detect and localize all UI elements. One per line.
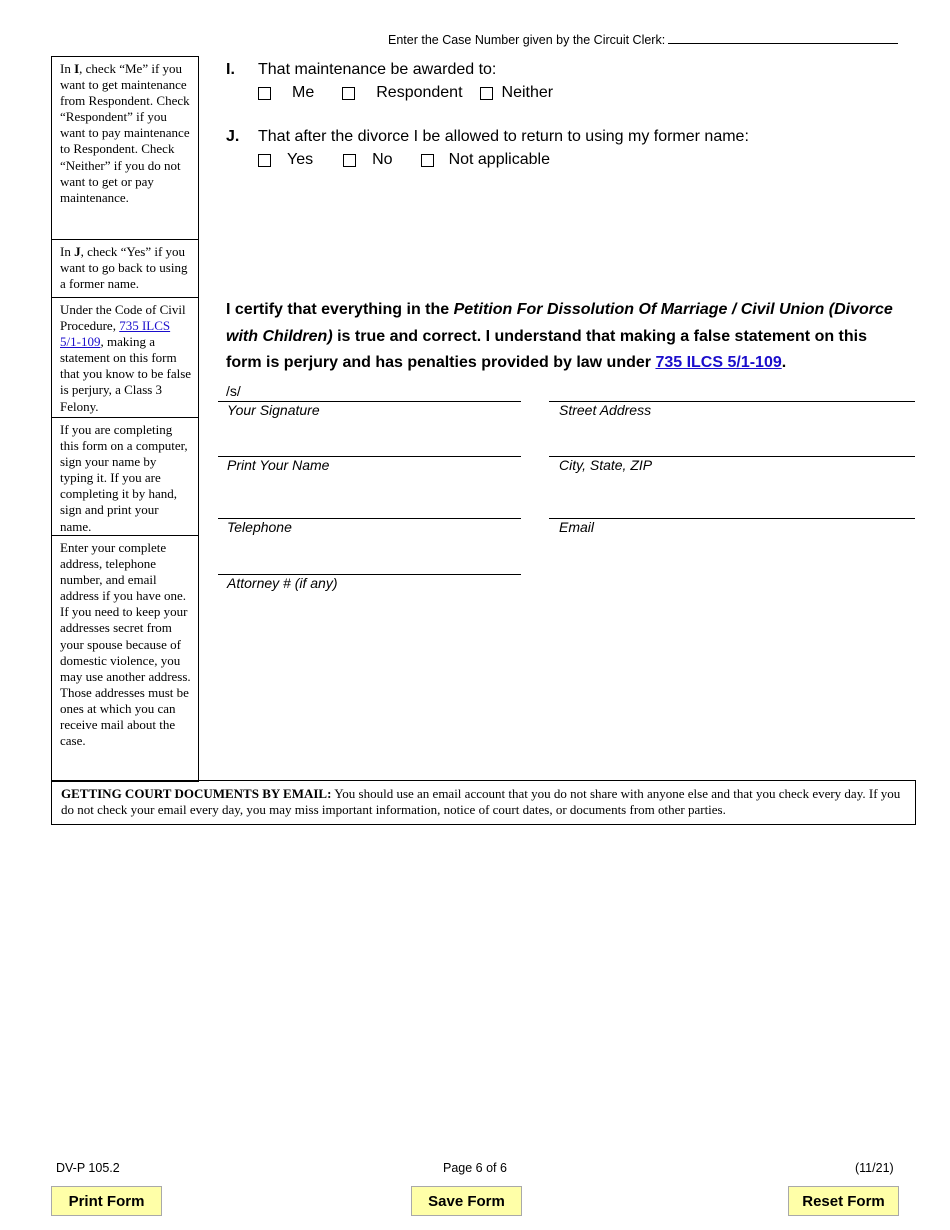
case-number-field[interactable] (668, 32, 898, 44)
email-label: Email (559, 519, 595, 535)
item-i-letter: I. (226, 61, 235, 78)
save-form-button[interactable]: Save Form (411, 1186, 522, 1216)
case-number-label: Enter the Case Number given by the Circuit Clerk: (388, 33, 666, 47)
option-not-applicable-label: Not applicable (448, 151, 550, 168)
checkbox-neither[interactable] (480, 87, 493, 100)
item-j-letter: J. (226, 128, 240, 145)
checkbox-no[interactable] (343, 154, 356, 167)
instruction-cell-sign: If you are completing this form on a computer, sign your name by typing it. If you are completing it by hand, sign and print your name. (52, 418, 198, 536)
item-j-question: That after the divorce I be allowed to return to using my former name: (258, 128, 749, 145)
reset-form-button[interactable]: Reset Form (788, 1186, 899, 1216)
street-address-label: Street Address (559, 402, 652, 418)
option-no-label: No (372, 151, 393, 168)
checkbox-respondent[interactable] (342, 87, 355, 100)
instruction-cell-i: In I, check “Me” if you want to get maintenance from Respondent. Check “Respondent” if you want to pay maintenance to Respondent. Check “Neither” if you do not want to get or pay maintenance. (52, 57, 198, 240)
checkbox-not-applicable[interactable] (421, 154, 434, 167)
email-line[interactable] (549, 518, 915, 519)
print-form-button[interactable]: Print Form (51, 1186, 162, 1216)
email-notice: GETTING COURT DOCUMENTS BY EMAIL: You should use an email account that you do not share with anyone else and that you check every day. If you do not check your email every day, you may miss important information, notice of court dates, or documents from other parties. (51, 780, 916, 825)
city-state-zip-label: City, State, ZIP (559, 457, 653, 473)
item-j-options (258, 151, 550, 169)
instructions-sidebar (51, 56, 199, 782)
option-me-label: Me (292, 84, 315, 101)
item-i-options (258, 84, 553, 102)
signature-value[interactable]: /s/ (226, 383, 241, 399)
option-neither-label: Neither (501, 84, 554, 101)
certification-statement: I certify that everything in the Petition For Dissolution Of Marriage / Civil Union (Divorce with Children) is true and correct. I understand that making a false statement on this form is perjury and has penalties provided by law under 735 ILCS 5/1-109. (226, 301, 893, 371)
item-i-question: That maintenance be awarded to: (258, 61, 497, 78)
revision-date: (11/21) (855, 1161, 894, 1175)
checkbox-me[interactable] (258, 87, 271, 100)
form-id: DV-P 105.2 (56, 1161, 120, 1175)
option-yes-label: Yes (287, 151, 314, 168)
signature-label: Your Signature (227, 402, 320, 418)
option-respondent-label: Respondent (376, 84, 463, 101)
certification-statute-link[interactable]: 735 ILCS 5/1-109 (655, 354, 782, 371)
checkbox-yes[interactable] (258, 154, 271, 167)
print-name-label: Print Your Name (227, 457, 330, 473)
telephone-label: Telephone (227, 519, 292, 535)
case-number-row (388, 32, 898, 47)
instruction-cell-address: Enter your complete address, telephone number, and email address if you have one. If you need to keep your addresses secret from your spouse because of domestic violence, you may use another address. Those addresses must be ones at which you can receive mail about the case. (60, 540, 191, 749)
instruction-cell-perjury: Under the Code of Civil Procedure, 735 ILCS 5/1-109, making a statement on this form that you know to be false is perjury, a Class 3 Felony. (52, 298, 198, 418)
instruction-cell-j: In J, check “Yes” if you want to go back to using a former name. (52, 240, 198, 298)
statute-link[interactable]: 735 ILCS 5/1-109 (60, 318, 171, 350)
attorney-number-label: Attorney # (if any) (227, 575, 338, 591)
page-number: Page 6 of 6 (443, 1161, 507, 1175)
